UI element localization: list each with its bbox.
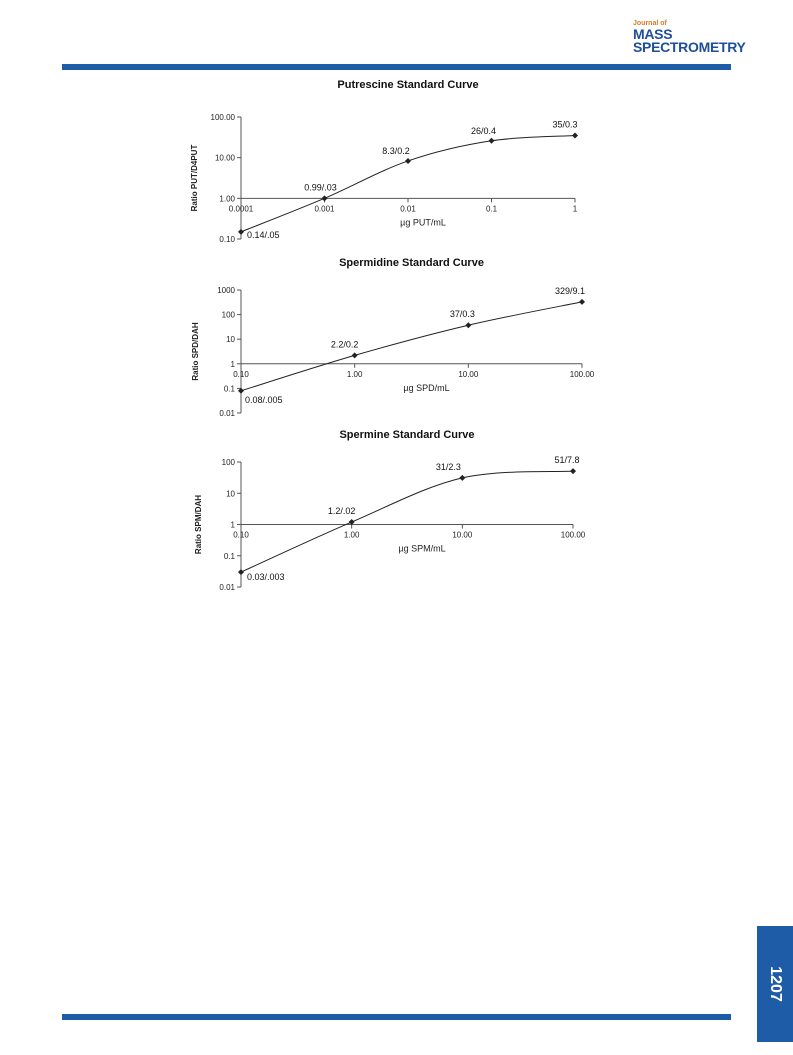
page-number: 1207 — [767, 966, 784, 1002]
y-tick-label: 0.1 — [223, 551, 235, 561]
data-point — [579, 299, 585, 305]
x-tick-label: 100.00 — [569, 369, 595, 379]
x-tick-label: 0.001 — [314, 204, 335, 214]
data-point — [489, 138, 495, 144]
chart-title: Putrescine Standard Curve — [337, 79, 479, 91]
y-tick-label: 1000 — [217, 286, 235, 295]
x-tick-label: 0.10 — [233, 530, 249, 540]
data-point — [572, 133, 578, 139]
data-label: 8.3/0.2 — [382, 145, 410, 156]
data-point — [465, 322, 471, 328]
data-label: 0.99/.03 — [304, 182, 337, 193]
y-axis-label: Ratio PUT/D4PUT — [190, 144, 199, 212]
data-point — [570, 468, 576, 474]
data-label: 31/2.3 — [435, 461, 461, 472]
chart-title: Spermine Standard Curve — [339, 429, 475, 441]
y-tick-label: 1.00 — [219, 194, 235, 204]
y-tick-label: 100 — [221, 310, 235, 320]
y-tick-label: 100.00 — [210, 113, 235, 122]
x-tick-label: 0.01 — [400, 204, 416, 214]
data-point — [459, 475, 465, 481]
data-label: 0.14/.05 — [247, 229, 280, 240]
x-axis-label: µg PUT/mL — [400, 217, 446, 228]
data-label: 37/0.3 — [449, 309, 475, 320]
journal-logo-small: Journal of — [633, 20, 667, 27]
y-tick-label: 0.1 — [223, 384, 235, 394]
data-label: 2.2/0.2 — [330, 339, 359, 350]
x-tick-label: 0.1 — [485, 204, 498, 214]
data-point — [322, 195, 328, 201]
y-tick-label: 1 — [230, 520, 235, 530]
y-tick-label: 0.01 — [219, 583, 235, 592]
x-tick-label: 1.00 — [346, 369, 363, 379]
x-tick-label: 100.00 — [560, 530, 586, 540]
journal-logo-line2: SPECTROMETRY — [633, 39, 746, 55]
data-point — [238, 229, 244, 235]
x-axis-label: µg SPD/mL — [403, 382, 450, 393]
x-tick-label: 10.00 — [452, 530, 473, 540]
x-tick-label: 10.00 — [458, 369, 479, 379]
data-label: 0.08/.005 — [245, 394, 283, 405]
data-label: 51/7.8 — [554, 455, 580, 466]
series-line — [241, 471, 573, 572]
y-tick-label: 10 — [226, 489, 235, 499]
data-label: 35/0.3 — [552, 119, 578, 130]
x-tick-label: 0.10 — [233, 369, 249, 379]
data-label: 26/0.4 — [470, 125, 497, 136]
x-tick-label: 1.00 — [343, 530, 360, 540]
y-axis-label: Ratio SPD/DAH — [191, 322, 200, 381]
x-tick-label: 1 — [572, 204, 578, 214]
y-tick-label: 1 — [230, 359, 235, 369]
data-point — [238, 569, 244, 575]
y-tick-label: 0.01 — [219, 409, 235, 418]
y-tick-label: 10.00 — [214, 153, 235, 163]
data-label: 329/9.1 — [554, 285, 586, 296]
chart-title: Spermidine Standard Curve — [339, 257, 484, 269]
data-label: 1.2/.02 — [327, 506, 356, 517]
y-axis-label: Ratio SPM/DAH — [194, 494, 203, 555]
data-point — [405, 158, 411, 164]
y-tick-label: 10 — [226, 335, 235, 345]
y-tick-label: 0.10 — [219, 235, 235, 244]
data-label: 0.03/.003 — [247, 572, 285, 583]
x-tick-label: 0.0001 — [228, 204, 254, 214]
data-point — [352, 352, 358, 358]
series-line — [241, 302, 582, 391]
x-axis-label: µg SPM/mL — [398, 543, 446, 554]
y-tick-label: 100 — [221, 458, 235, 467]
journal-logo-line1: MASS — [633, 26, 673, 42]
